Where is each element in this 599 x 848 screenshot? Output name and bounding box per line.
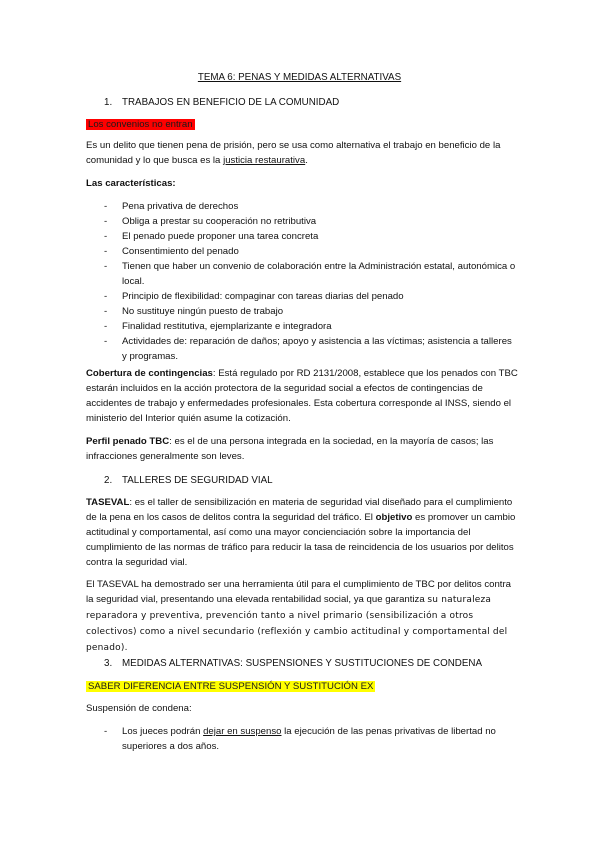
suspension-list [86,724,516,754]
section-number: 1. [104,97,113,108]
list-item: - Los jueces podrán dejar en suspenso la ejecución de las penas privativas de libertad no superiores a dos años. [86,724,516,754]
taseval-result-paragraph: El TASEVAL ha demostrado ser una herramienta útil para el cumplimiento de TBC por delitos contra la seguridad vial, presentando una elevada rentabilidad social, ya que garantiza su naturaleza reparadora y preventiva, prevención tanto a nivel primario (sensibilización a otros colectivos) como a nivel secundario (reflexión y cambio actitudinal y comportamental del penado). [86,579,512,653]
section-heading-2 [104,473,273,488]
bold-term: Cobertura de contingencias [86,368,213,379]
section-label: MEDIDAS ALTERNATIVAS: SUSPENSIONES Y SUSTITUCIONES DE CONDENA [122,658,483,669]
cobertura-paragraph: Cobertura de contingencias: Está regulado por RD 2131/2008, establece que los penados con TBC estarán incluidos en la acción protectora de la seguridad social a efectos de contingencias de accidentes de trabajo y enfermedades profesionales. Esta cobertura corresponde al INSS, siendo el ministerio del Interior quién asume la cotización. [86,368,518,424]
section-number: 2. [104,475,113,486]
bold-term: TASEVAL [86,497,130,508]
section-label: TALLERES DE SEGURIDAD VIAL [122,475,273,486]
section-number: 3. [104,658,113,669]
perfil-paragraph: Perfil penado TBC: es el de una persona integrada en la sociedad, en la mayoría de casos; las infracciones generalmente son leves. [86,436,494,462]
list-item: - Finalidad restitutiva, ejemplarizante e integradora [86,319,516,334]
highlight-note-red: Los convenios no entran [88,119,193,130]
caracteristicas-heading: Las características: [86,178,176,189]
page-title: TEMA 6: PENAS Y MEDIDAS ALTERNATIVAS [197,72,402,83]
list-item: - Pena privativa de derechos [86,199,516,214]
list-item: - Actividades de: reparación de daños; apoyo y asistencia a las víctimas; asistencia a talleres y programas. [86,334,516,364]
list-item: - No sustituye ningún puesto de trabajo [86,304,516,319]
taseval-paragraph: TASEVAL: es el taller de sensibilización en materia de seguridad vial diseñado para el cumplimiento de la pena en los casos de delitos contra la seguridad del tráfico. El objetivo es promover un cambio actitudinal y comportamental, así como una mayor concienciación sobre la importancia del cumplimiento de las normas de tráfico para reducir la tasa de reincidencia de los usuarios por delitos contra la seguridad vial. [86,497,516,568]
list-item: - Obliga a prestar su cooperación no retributiva [86,214,516,229]
list-item: - Consentimiento del penado [86,244,516,259]
section-label: TRABAJOS EN BENEFICIO DE LA COMUNIDAD [122,97,340,108]
bold-term: Perfil penado TBC [86,436,170,447]
intro-paragraph: Es un delito que tienen pena de prisión, pero se usa como alternativa el trabajo en beneficio de la comunidad y lo que busca es la justicia restaurativa. [86,140,501,166]
bold-term: objetivo [375,512,413,523]
section-heading-3 [104,656,482,671]
characteristics-list [86,199,516,364]
highlight-note-yellow: SABER DIFERENCIA ENTRE SUSPENSIÓN Y SUSTITUCIÓN EX [88,681,374,692]
list-item: - Principio de flexibilidad: compaginar con tareas diarias del penado [86,289,516,304]
underlined-term: dejar en suspenso [203,726,282,737]
section-heading-1 [104,95,339,110]
underlined-term: justicia restaurativa [223,155,306,166]
list-item: - El penado puede proponer una tarea concreta [86,229,516,244]
suspension-heading: Suspensión de condena: [86,703,192,714]
list-item: - Tienen que haber un convenio de colaboración entre la Administración estatal, autonómica o local. [86,259,516,289]
